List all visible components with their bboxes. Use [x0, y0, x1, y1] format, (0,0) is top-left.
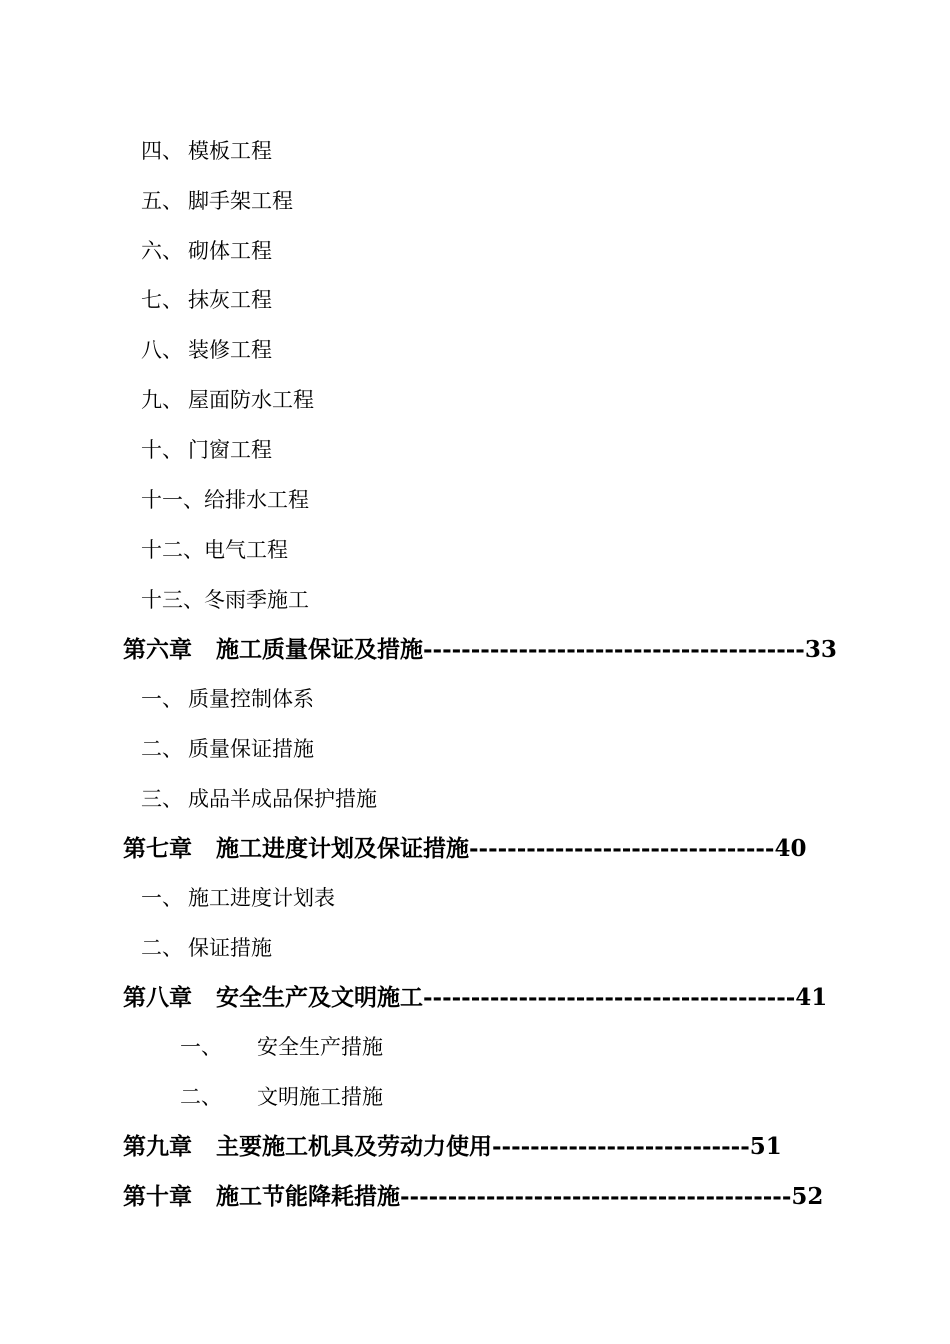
toc-entry-number: 二: [141, 737, 162, 761]
toc-entry: [141, 938, 272, 959]
toc-page-number: 52: [791, 1183, 824, 1210]
toc-entry: [180, 1087, 383, 1108]
toc-entry-title: 给排水工程: [204, 488, 309, 512]
toc-entry-title: 施工进度计划表: [188, 886, 335, 910]
toc-entry-separator: 、: [162, 438, 183, 462]
toc-entry-title: 屋面防水工程: [188, 388, 314, 412]
toc-entry-separator: 、: [162, 787, 183, 811]
toc-entry-number: 十一: [141, 488, 183, 512]
toc-chapter-label: 第九章: [123, 1133, 192, 1160]
toc-entry-separator: 、: [162, 886, 183, 910]
toc-entry-separator: 、: [183, 538, 204, 562]
toc-entry-title: 模板工程: [188, 139, 272, 163]
toc-entry: [141, 789, 377, 810]
toc-entry-title: 质量控制体系: [188, 687, 314, 711]
toc-entry-number: 五: [141, 189, 162, 213]
toc-leader: ---------------------------: [492, 1133, 750, 1160]
toc-chapter[interactable]: [123, 986, 827, 1009]
toc-chapter-label: 第十章: [123, 1183, 192, 1210]
toc-entry-title: 成品半成品保护措施: [188, 787, 377, 811]
toc-entry: [141, 141, 272, 162]
toc-entry-number: 十三: [141, 588, 183, 612]
toc-chapter-label: 第六章: [123, 636, 192, 663]
toc-entry-title: 文明施工措施: [257, 1085, 383, 1109]
toc-entry-separator: 、: [162, 388, 183, 412]
toc-entry: [141, 689, 314, 710]
toc-chapter[interactable]: [123, 1135, 782, 1158]
toc-entry-title: 装修工程: [188, 338, 272, 362]
toc-entry-separator: 、: [162, 139, 183, 163]
toc-entry-title: 冬雨季施工: [204, 588, 309, 612]
toc-entry-title: 安全生产措施: [257, 1035, 383, 1059]
toc-entry-number: 十: [141, 438, 162, 462]
toc-entry-title: 脚手架工程: [188, 189, 293, 213]
toc-entry: [141, 739, 314, 760]
toc-entry: [141, 590, 309, 611]
toc-leader: -----------------------------------------: [400, 1183, 792, 1210]
toc-page-number: 41: [795, 984, 828, 1011]
toc-entry-number: 三: [141, 787, 162, 811]
toc-entry-number: 十二: [141, 538, 183, 562]
toc-entry-title: 质量保证措施: [188, 737, 314, 761]
toc-entry-number: 六: [141, 239, 162, 263]
toc-entry-number: 一、: [180, 1035, 222, 1059]
toc-entry-number: 九: [141, 388, 162, 412]
toc-entry-separator: 、: [162, 189, 183, 213]
toc-page-number: 51: [749, 1133, 782, 1160]
toc-chapter-title: 施工节能降耗措施: [216, 1183, 400, 1210]
toc-entry: [141, 490, 309, 511]
toc-entry: [141, 540, 288, 561]
toc-entry-title: 电气工程: [204, 538, 288, 562]
toc-entry-separator: 、: [162, 338, 183, 362]
toc-entry-number: 一: [141, 687, 162, 711]
toc-entry: [141, 440, 272, 461]
toc-entry-number: 二: [141, 936, 162, 960]
toc-page-number: 33: [804, 636, 837, 663]
toc-chapter-title: 施工质量保证及措施: [216, 636, 423, 663]
toc-entry-title: 抹灰工程: [188, 288, 272, 312]
toc-entry: [141, 390, 314, 411]
toc-leader: ----------------------------------------: [423, 636, 805, 663]
toc-entry-number: 七: [141, 288, 162, 312]
toc-chapter-label: 第七章: [123, 835, 192, 862]
toc-entry: [141, 888, 335, 909]
toc-chapter-label: 第八章: [123, 984, 192, 1011]
toc-entry: [180, 1037, 383, 1058]
toc-entry-title: 门窗工程: [188, 438, 272, 462]
toc-entry-separator: 、: [162, 288, 183, 312]
toc-leader: --------------------------------: [469, 835, 775, 862]
toc-entry-title: 砌体工程: [188, 239, 272, 263]
toc-chapter-title: 施工进度计划及保证措施: [216, 835, 469, 862]
toc-entry-number: 二、: [180, 1085, 222, 1109]
toc-chapter[interactable]: [123, 837, 806, 860]
toc-chapter-title: 安全生产及文明施工: [216, 984, 423, 1011]
toc-chapter[interactable]: [123, 638, 837, 661]
toc-page-number: 40: [774, 835, 807, 862]
toc-entry-separator: 、: [162, 239, 183, 263]
toc-entry: [141, 290, 272, 311]
toc-leader: ---------------------------------------: [423, 984, 796, 1011]
toc-chapter[interactable]: [123, 1185, 823, 1208]
toc-entry-separator: 、: [162, 687, 183, 711]
toc-entry-number: 八: [141, 338, 162, 362]
toc-entry: [141, 191, 293, 212]
toc-entry-separator: 、: [183, 588, 204, 612]
toc-entry-title: 保证措施: [188, 936, 272, 960]
toc-entry: [141, 241, 272, 262]
toc-entry-separator: 、: [162, 936, 183, 960]
toc-entry-number: 一: [141, 886, 162, 910]
toc-entry: [141, 340, 272, 361]
toc-entry-number: 四: [141, 139, 162, 163]
toc-entry-separator: 、: [183, 488, 204, 512]
toc-chapter-title: 主要施工机具及劳动力使用: [216, 1133, 492, 1160]
toc-entry-separator: 、: [162, 737, 183, 761]
